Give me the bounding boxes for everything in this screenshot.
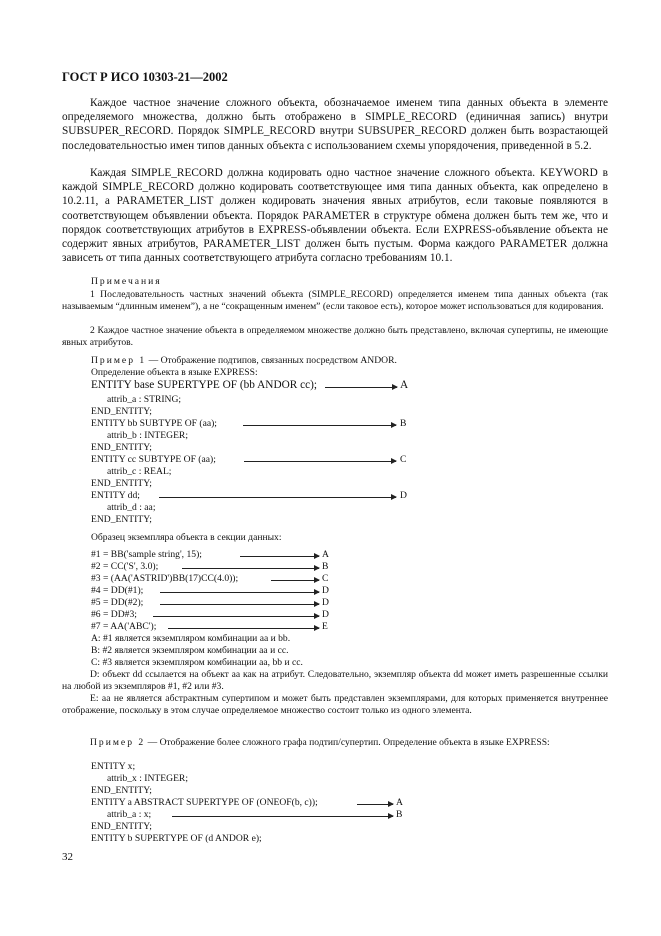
arrow-target: A bbox=[322, 549, 329, 560]
instance-line: #2 = CC('S', 3.0); bbox=[91, 561, 159, 572]
arrow-target: D bbox=[400, 490, 407, 501]
page-number: 32 bbox=[62, 851, 73, 863]
arrow-target: E bbox=[322, 621, 328, 632]
arrow-target: D bbox=[322, 609, 329, 620]
arrow bbox=[160, 592, 319, 593]
code-line: END_ENTITY; bbox=[91, 821, 152, 832]
arrow bbox=[182, 568, 319, 569]
arrow-target: D bbox=[322, 585, 329, 596]
arrow-target: B bbox=[400, 418, 407, 429]
code-line: ENTITY a ABSTRACT SUPERTYPE OF (ONEOF(b, c)); bbox=[91, 797, 318, 808]
example-2-title: — Отображение более сложного графа подтип/супертип. Определение объекта в языке EXPRESS: bbox=[145, 737, 550, 748]
example-2-heading bbox=[62, 737, 608, 749]
note-1: 1 Последовательность частных значений объекта (SIMPLE_RECORD) определяется именем типа данных объекта (так называемым “длинным именем”), а не “сокращенным именем” (если таковое есть), которое может использоваться для кодирования. bbox=[62, 289, 608, 313]
explanation-a: A: #1 является экземпляром комбинации aa и bb. bbox=[91, 633, 291, 644]
explanation-d: D: объект dd ссылается на объект aa как на атрибут. Следовательно, экземпляр объекта dd может иметь разрешенные ссылки на любой из экземпляров #1, #2 или #3. bbox=[62, 669, 608, 693]
arrow bbox=[243, 425, 396, 426]
code-line: END_ENTITY; bbox=[91, 442, 152, 453]
arrow bbox=[168, 628, 319, 629]
code-line: attrib_b : INTEGER; bbox=[107, 430, 188, 441]
code-line: attrib_d : aa; bbox=[107, 502, 156, 513]
arrow-target: A bbox=[396, 797, 403, 808]
arrow bbox=[357, 804, 393, 805]
sample-caption: Образец экземпляра объекта в секции данных: bbox=[91, 532, 282, 543]
code-line: attrib_a : STRING; bbox=[107, 394, 182, 405]
code-line: attrib_x : INTEGER; bbox=[107, 773, 188, 784]
paragraph-2: Каждая SIMPLE_RECORD должна кодировать одно частное значение сложного объекта. KEYWORD в каждой SIMPLE_RECORD должно кодировать соответствующее имя типа данных объекта, как определено в 10.2.11, а PARAMETER_LIST должен кодировать значения явных атрибутов, если таковые появляются в соответствующем объявлении объекта. Порядок PARAMETER в структуре обмена должен быть тем же, что и порядок соответствующих атрибутов в EXPRESS-объявлении объекта. Если EXPRESS-объявление объекта не содержит явных атрибутов, PARAMETER_LIST должен быть пустым. Форма каждого PARAMETER должна зависеть от типа данных соответствующего атрибута согласно требованиям 10.1. bbox=[62, 167, 608, 265]
standard-header: ГОСТ Р ИСО 10303-21—2002 bbox=[62, 70, 228, 84]
code-line: ENTITY cc SUBTYPE OF (aa); bbox=[91, 454, 216, 465]
arrow-target: B bbox=[396, 809, 403, 820]
arrow bbox=[244, 461, 396, 462]
code-line: ENTITY bb SUBTYPE OF (aa); bbox=[91, 418, 217, 429]
example-2-label: Пример 2 bbox=[90, 737, 146, 748]
instance-line: #1 = BB('sample string', 15); bbox=[91, 549, 202, 560]
notes-title: Примечания bbox=[91, 276, 162, 287]
paragraph-1: Каждое частное значение сложного объекта, обозначаемое именем типа данных объекта в элементе определяемого множества, должно быть отображено в SIMPLE_RECORD (единичная запись) внутри SUBSUPER_RECORD. Порядок SIMPLE_RECORD внутри SUBSUPER_RECORD должен быть возрастающей последовательностью имен типов данных объекта с использованием схемы упорядочения, приведенной в 5.2. bbox=[62, 97, 608, 152]
arrow bbox=[325, 387, 397, 388]
arrow-target: A bbox=[400, 379, 409, 391]
example-1-label: Пример 1 bbox=[91, 355, 147, 366]
example-1-definition-caption: Определение объекта в языке EXPRESS: bbox=[91, 367, 258, 378]
example-1-heading bbox=[91, 355, 397, 367]
code-line: END_ENTITY; bbox=[91, 785, 152, 796]
instance-line: #6 = DD#3; bbox=[91, 609, 137, 620]
instance-line: #3 = (AA('ASTRID')BB(17)CC(4.0)); bbox=[91, 573, 239, 584]
code-line: attrib_c : REAL; bbox=[107, 466, 172, 477]
arrow bbox=[160, 604, 319, 605]
arrow-target: C bbox=[400, 454, 407, 465]
instance-line: #4 = DD(#1); bbox=[91, 585, 144, 596]
explanation-b: B: #2 является экземпляром комбинации aa и cc. bbox=[91, 645, 289, 656]
instance-line: #5 = DD(#2); bbox=[91, 597, 144, 608]
arrow bbox=[271, 580, 319, 581]
example-1-title: — Отображение подтипов, связанных посредством ANDOR. bbox=[146, 355, 397, 366]
explanation-e: E: aa не является абстрактным супертипом и может быть представлен экземплярами, для которых применяется внутреннее отображение, поскольку в этом случае определяемое множество состоит только из одного элемента. bbox=[62, 693, 608, 717]
code-line: ENTITY dd; bbox=[91, 490, 140, 501]
arrow-target: C bbox=[322, 573, 329, 584]
arrow bbox=[172, 816, 393, 817]
code-line: END_ENTITY; bbox=[91, 406, 152, 417]
note-2: 2 Каждое частное значение объекта в определяемом множестве должно быть представлено, включая супертипы, не имеющие явных атрибутов. bbox=[62, 325, 608, 349]
instance-line: #7 = AA('ABC'); bbox=[91, 621, 157, 632]
arrow bbox=[159, 497, 396, 498]
arrow bbox=[153, 616, 319, 617]
code-line: END_ENTITY; bbox=[91, 514, 152, 525]
code-line: ENTITY x; bbox=[91, 761, 136, 772]
explanation-c: C: #3 является экземпляром комбинации aa, bb и cc. bbox=[91, 657, 303, 668]
code-line: ENTITY b SUPERTYPE OF (d ANDOR e); bbox=[91, 833, 262, 844]
code-line: END_ENTITY; bbox=[91, 478, 152, 489]
arrow-target: D bbox=[322, 597, 329, 608]
code-line: attrib_a : x; bbox=[107, 809, 152, 820]
code-line: ENTITY base SUPERTYPE OF (bb ANDOR cc); bbox=[91, 379, 318, 391]
arrow bbox=[240, 556, 319, 557]
arrow-target: B bbox=[322, 561, 329, 572]
